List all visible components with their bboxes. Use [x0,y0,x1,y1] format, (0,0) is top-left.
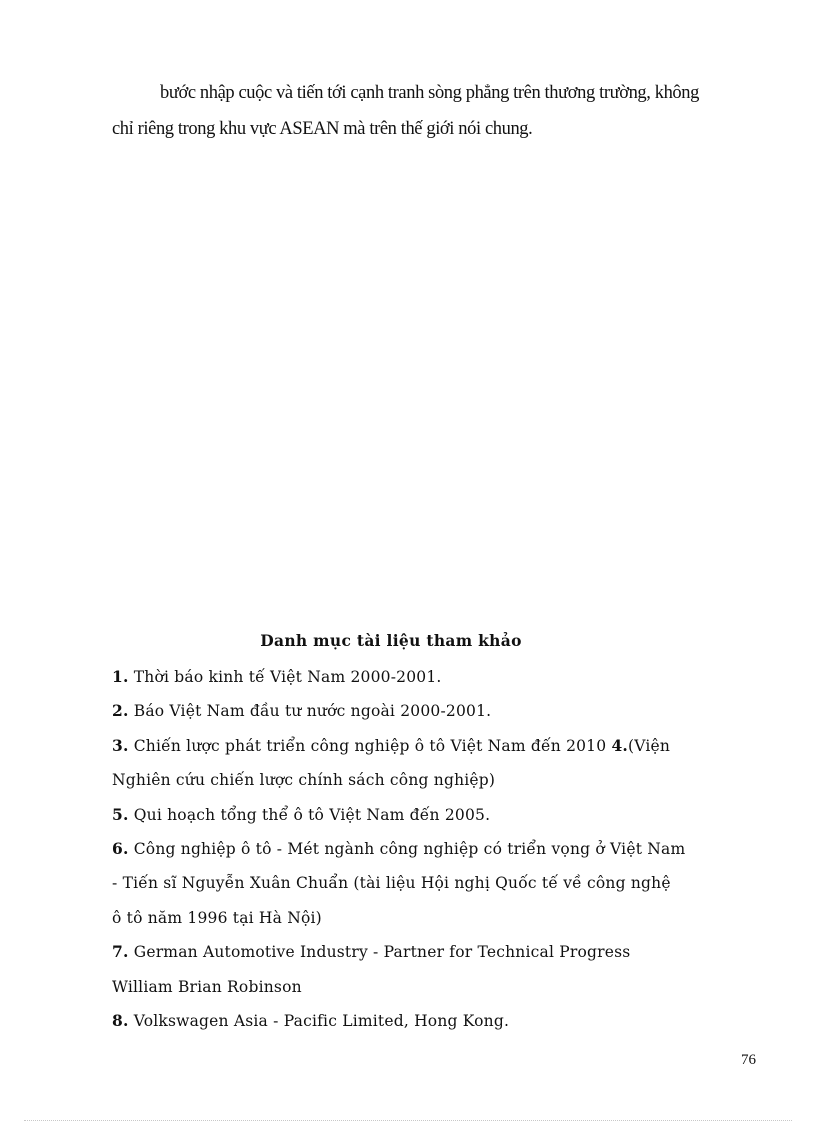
reference-number: 4. [611,735,629,755]
reference-item-1 [112,660,752,694]
paragraph-line: chỉ riêng trong khu vực ASEAN mà trên thế giới nói chung. [112,119,533,139]
reference-number: 1. [112,667,129,686]
reference-item-3 [112,729,752,798]
reference-number: 2. [112,701,129,721]
reference-text: Volkswagen Asia - Pacific Limited, Hong Kong. [133,1012,510,1031]
reference-text: Công nghiệp ô tô - Mét ngành công nghiệp có triển vọng ở Việt Nam [133,840,686,859]
reference-text: (Viện [628,736,671,755]
reference-number: 3. [112,735,129,755]
reference-number: 6. [112,839,129,859]
reference-continuation: - Tiến sĩ Nguyễn Xuân Chuẩn (tài liệu Hội nghị Quốc tế về công nghệ [112,874,671,893]
reference-text: German Automotive Industry - Partner for Technical Progress [133,943,631,962]
reference-item-7 [112,935,752,1004]
footer-divider [24,1120,792,1121]
reference-number: 7. [112,942,129,962]
reference-item-8 [112,1004,752,1038]
references-list [112,660,752,1038]
page-number: 76 [741,1052,756,1068]
reference-item-5 [112,798,752,832]
body-paragraph [112,75,748,147]
reference-continuation: William Brian Robinson [112,977,302,996]
reference-text: Chiến lược phát triển công nghiệp ô tô Việt Nam đến 2010 [133,736,612,755]
paragraph-line: bước nhập cuộc và tiến tới cạnh tranh sòng phẳng trên thương trường, không [160,83,699,103]
reference-item-2 [112,694,752,728]
reference-number: 5. [112,804,129,824]
reference-text: Báo Việt Nam đầu tư nước ngoài 2000-2001. [133,702,492,721]
reference-continuation: ô tô năm 1996 tại Hà Nội) [112,908,322,927]
reference-item-6 [112,832,752,935]
reference-number: 8. [112,1011,129,1031]
reference-text: Thời báo kinh tế Việt Nam 2000-2001. [133,668,442,686]
reference-text: Qui hoạch tổng thể ô tô Việt Nam đến 2005. [133,805,491,824]
references-title: Danh mục tài liệu tham khảo [260,631,522,650]
reference-continuation: Nghiên cứu chiến lược chính sách công nghiệp) [112,771,496,790]
